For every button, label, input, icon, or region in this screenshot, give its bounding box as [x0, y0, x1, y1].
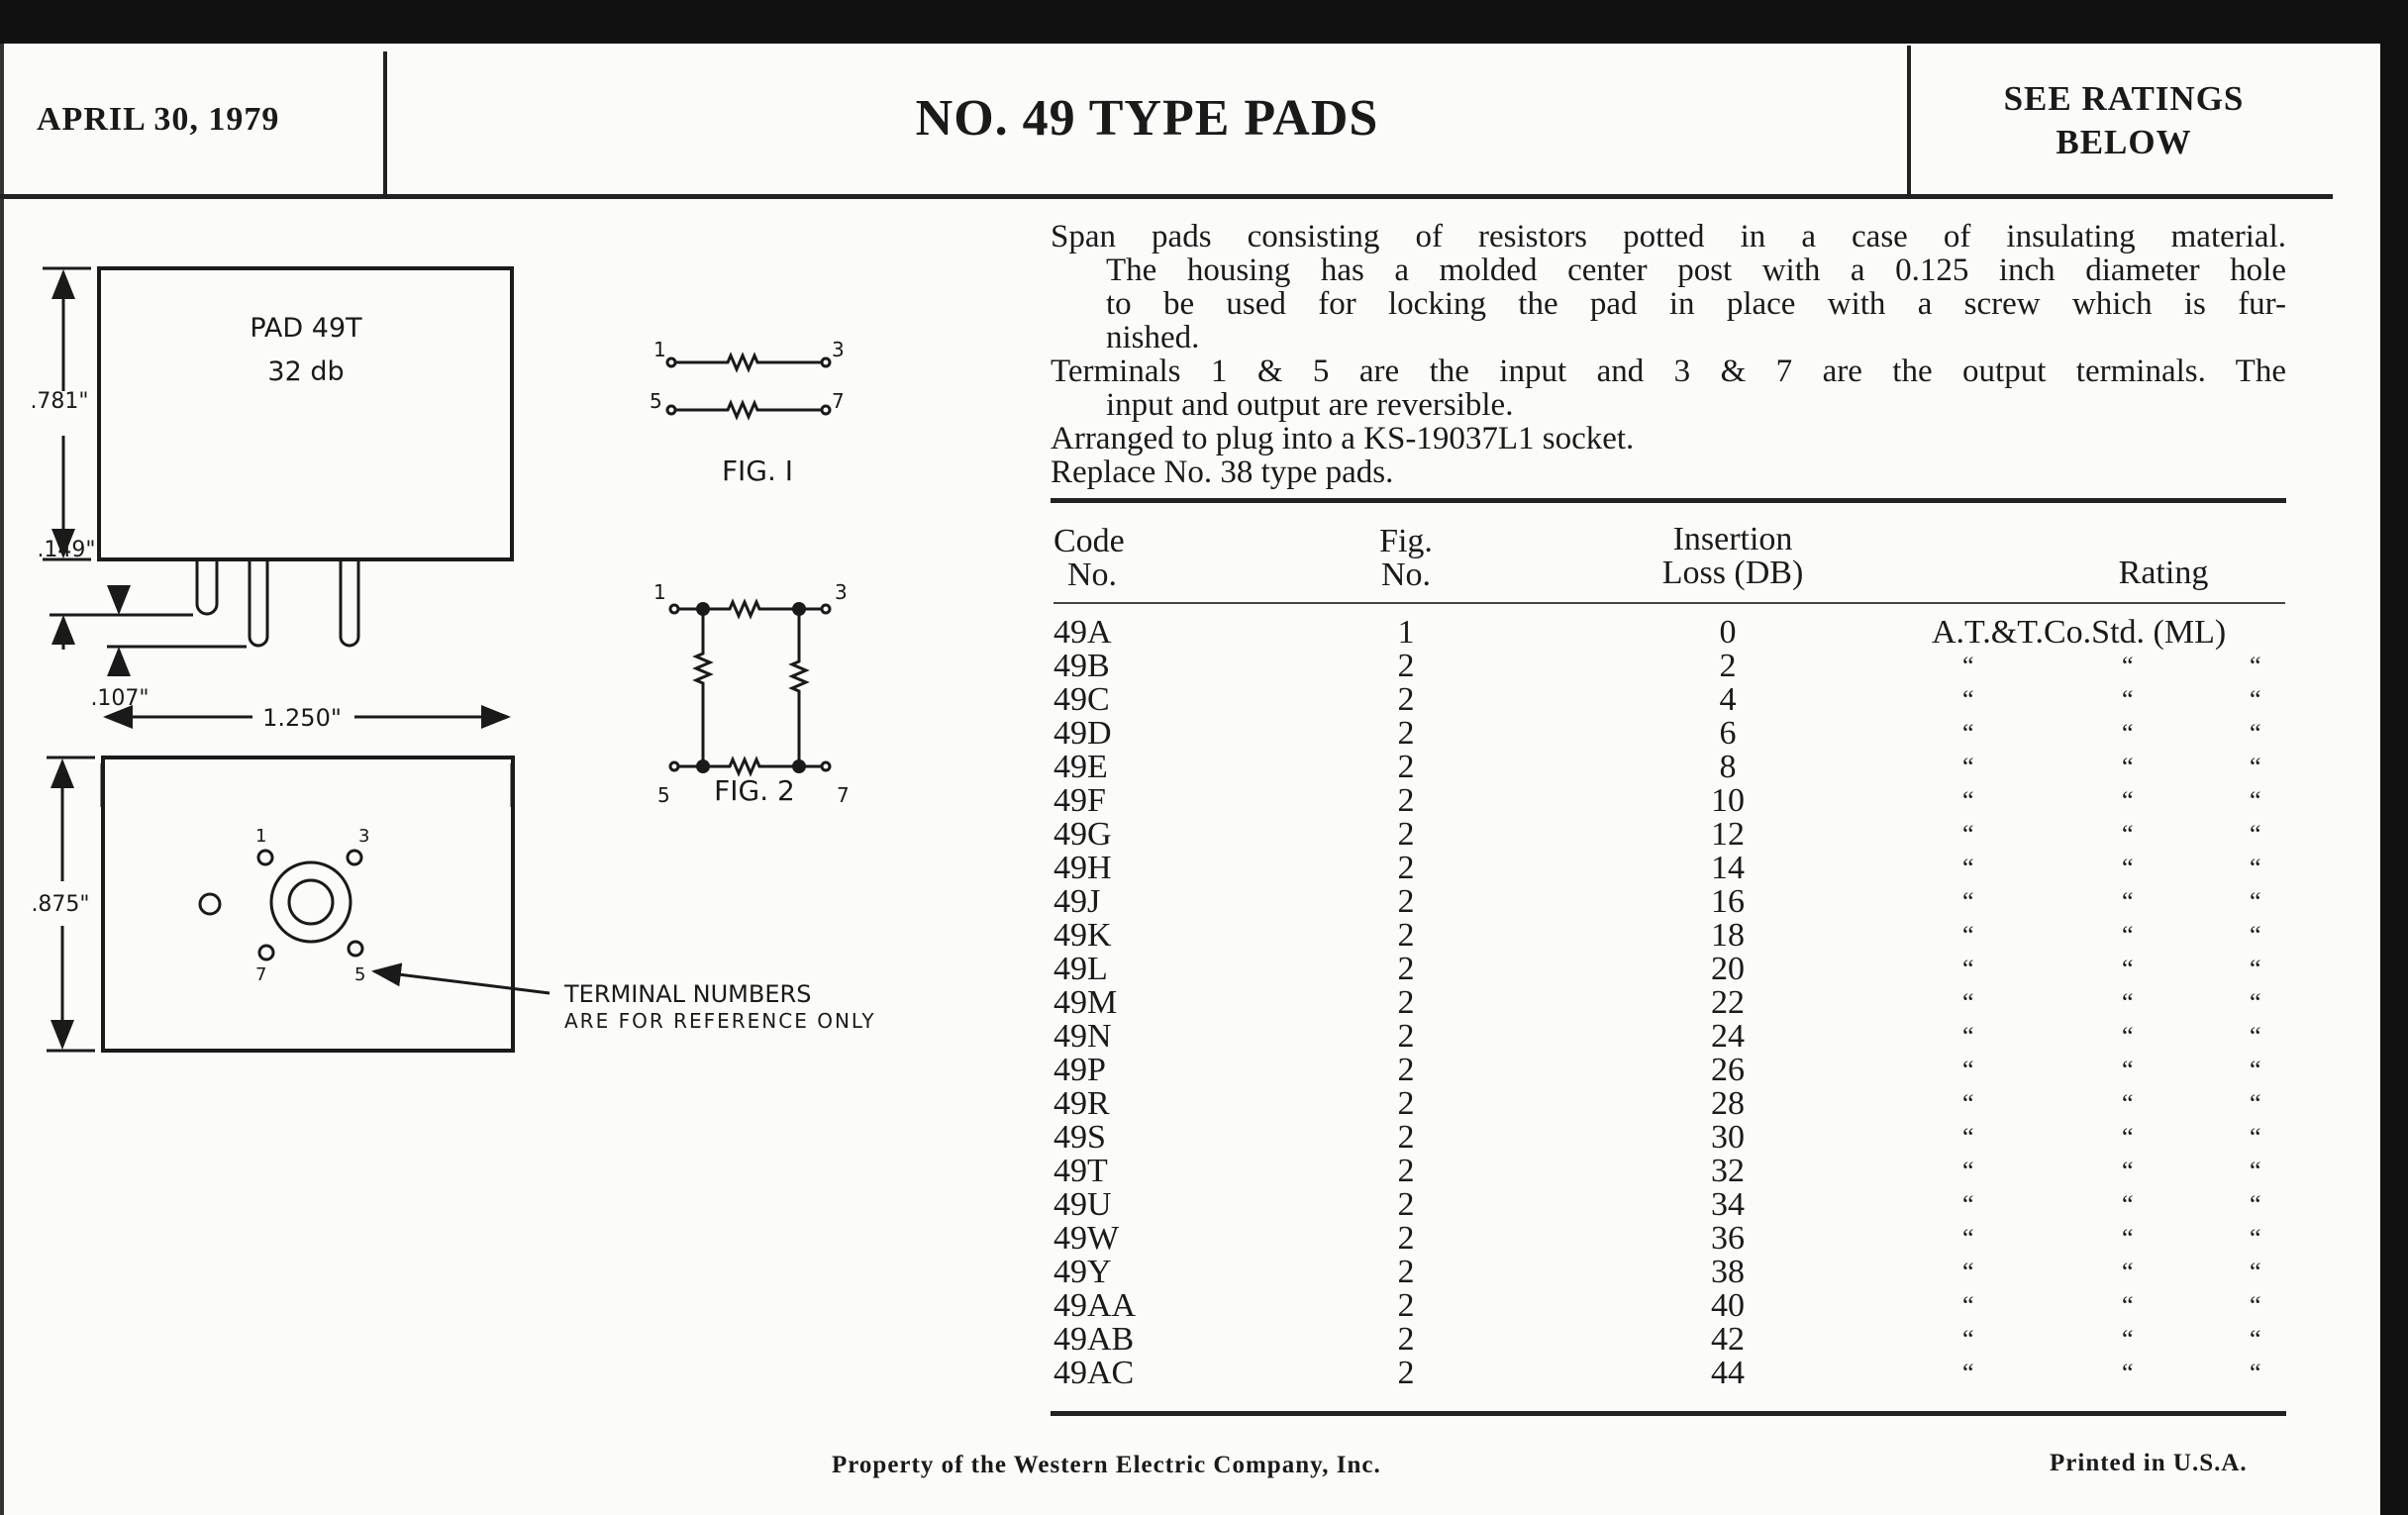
cell-code: 49G — [1054, 816, 1112, 853]
cell-rating-ditto: “ — [1962, 1123, 1974, 1152]
cell-rating-ditto: “ — [1962, 820, 1974, 849]
cell-code: 49E — [1054, 749, 1108, 785]
cell-rating-ditto: “ — [2250, 988, 2261, 1017]
cell-rating-ditto: “ — [2250, 1359, 2261, 1387]
cell-loss: 32 — [1711, 1153, 1745, 1189]
description-line: Replace No. 38 type pads. — [1051, 454, 1394, 490]
cell-loss: 20 — [1711, 951, 1745, 987]
cell-rating-ditto: “ — [1962, 685, 1974, 714]
cell-fig: 2 — [1397, 951, 1415, 987]
cell-rating-ditto: “ — [1962, 955, 1974, 983]
terminal-label: 5 — [354, 964, 366, 985]
cell-fig: 2 — [1397, 1254, 1415, 1290]
cell-rating-ditto: “ — [2122, 1190, 2134, 1219]
footer-property: Property of the Western Electric Company, Inc. — [832, 1452, 1381, 1478]
cell-code: 49J — [1054, 883, 1101, 920]
cell-rating-ditto: “ — [2122, 955, 2134, 983]
cell-code: 49A — [1054, 614, 1112, 651]
issue-date: APRIL 30, 1979 — [37, 101, 280, 138]
cell-fig: 1 — [1397, 614, 1415, 651]
column-header-loss — [1604, 523, 1861, 590]
cell-rating-ditto: “ — [2122, 786, 2134, 815]
cell-loss: 14 — [1711, 850, 1745, 886]
terminal-label: 1 — [255, 826, 267, 847]
cell-rating-ditto: “ — [2250, 652, 2261, 680]
svg-text:5: 5 — [650, 389, 662, 413]
fig2-schematic — [653, 580, 850, 807]
cell-rating-ditto: “ — [1962, 786, 1974, 815]
locating-hole — [200, 894, 220, 914]
cell-loss: 6 — [1719, 715, 1737, 752]
cell-fig: 2 — [1397, 1287, 1415, 1324]
cell-loss: 22 — [1711, 984, 1745, 1021]
cell-rating-ditto: “ — [1962, 1056, 1974, 1084]
header-text: Code — [1054, 523, 1125, 559]
cell-rating-ditto: “ — [2250, 1224, 2261, 1253]
cell-code: 49K — [1054, 917, 1112, 954]
cell-rating-ditto: “ — [2250, 955, 2261, 983]
cell-rating-ditto: “ — [1962, 1022, 1974, 1051]
cell-loss: 30 — [1711, 1119, 1745, 1156]
cell-loss: 28 — [1711, 1085, 1745, 1122]
cell-loss: 12 — [1711, 816, 1745, 853]
header-text: No. — [1380, 556, 1432, 593]
header-text: Fig. — [1379, 523, 1433, 559]
section-rule — [1051, 498, 2286, 503]
cell-fig: 2 — [1397, 917, 1415, 954]
cell-code: 49T — [1054, 1153, 1108, 1189]
cell-rating-ditto: “ — [2122, 753, 2134, 781]
cell-rating-ditto: “ — [2122, 1089, 2134, 1118]
cell-fig: 2 — [1397, 984, 1415, 1021]
ratings-note — [1913, 77, 2335, 164]
fig1-schematic — [650, 338, 845, 487]
cell-rating-ditto: “ — [2250, 854, 2261, 882]
cell-rating-ditto: “ — [2250, 685, 2261, 714]
cell-code: 49D — [1054, 715, 1112, 752]
cell-rating-ditto: “ — [2122, 1291, 2134, 1320]
svg-text:1: 1 — [653, 338, 666, 361]
pins — [197, 559, 358, 646]
column-header-fig — [1347, 525, 1465, 592]
cell-loss: 26 — [1711, 1052, 1745, 1088]
pad-drawing — [0, 0, 990, 1188]
svg-text:5: 5 — [657, 783, 670, 807]
cell-loss: 36 — [1711, 1220, 1745, 1257]
pad-top-view — [103, 758, 513, 1051]
ratings-note-line: SEE RATINGS — [2003, 79, 2245, 118]
cell-rating-ditto: “ — [2122, 1022, 2134, 1051]
cell-loss: 0 — [1719, 614, 1737, 651]
cell-rating-ditto: “ — [2250, 1056, 2261, 1084]
cell-rating-ditto: “ — [1962, 1291, 1974, 1320]
note-line: ARE FOR REFERENCE ONLY — [564, 1009, 876, 1033]
cell-fig: 2 — [1397, 715, 1415, 752]
cell-code: 49R — [1054, 1085, 1110, 1122]
header-rule — [1054, 602, 2285, 604]
cell-loss: 38 — [1711, 1254, 1745, 1290]
cell-code: 49H — [1054, 850, 1112, 886]
cell-code: 49N — [1054, 1018, 1112, 1055]
dim-width-label: 1.250" — [262, 704, 342, 732]
svg-text:7: 7 — [837, 783, 850, 807]
cell-rating-ditto: “ — [2250, 921, 2261, 950]
cell-rating-ditto: “ — [2250, 1291, 2261, 1320]
dim-depth-label: .875" — [31, 892, 90, 917]
cell-loss: 18 — [1711, 917, 1745, 954]
cell-fig: 2 — [1397, 1052, 1415, 1088]
cell-loss: 42 — [1711, 1321, 1745, 1358]
cell-code: 49U — [1054, 1186, 1112, 1223]
cell-loss: 2 — [1719, 648, 1737, 684]
fig1-label: FIG. I — [721, 454, 794, 487]
dim-pin1-label: .149" — [37, 538, 96, 562]
cell-rating-ditto: “ — [2122, 1123, 2134, 1152]
cell-loss: 16 — [1711, 883, 1745, 920]
cell-rating-ditto: “ — [1962, 988, 1974, 1017]
cell-rating-ditto: “ — [2122, 921, 2134, 950]
cell-fig: 2 — [1397, 749, 1415, 785]
page-title: NO. 49 TYPE PADS — [915, 90, 1379, 147]
cell-rating-ditto: “ — [1962, 1190, 1974, 1219]
cell-loss: 40 — [1711, 1287, 1745, 1324]
header-text: Loss (DB) — [1661, 555, 1804, 591]
cell-code: 49L — [1054, 951, 1108, 987]
description-line: Arranged to plug into a KS-19037L1 socket. — [1051, 421, 1635, 456]
cell-rating-ditto: “ — [1962, 854, 1974, 882]
cell-rating-ditto: “ — [2122, 1056, 2134, 1084]
cell-code: 49Y — [1054, 1254, 1112, 1290]
description-line: The housing has a molded center post with a 0.125 inch diameter hole — [1106, 252, 2286, 288]
description-line: Terminals 1 & 5 are the input and 3 & 7 are the output terminals. The — [1051, 354, 2286, 389]
cell-code: 49AB — [1054, 1321, 1135, 1358]
cell-code: 49F — [1054, 782, 1106, 819]
cell-fig: 2 — [1397, 648, 1415, 684]
cell-rating-ditto: “ — [1962, 1157, 1974, 1185]
cell-loss: 44 — [1711, 1355, 1745, 1391]
description-line: to be used for locking the pad in place with a screw which is fur- — [1106, 286, 2286, 322]
cell-rating-ditto: “ — [2250, 1258, 2261, 1286]
cell-code: 49AA — [1054, 1287, 1137, 1324]
cell-rating-ditto: “ — [2250, 1157, 2261, 1185]
cell-rating-ditto: “ — [2122, 1359, 2134, 1387]
cell-fig: 2 — [1397, 850, 1415, 886]
ratings-note-line: BELOW — [2056, 123, 2192, 161]
cell-fig: 2 — [1397, 1220, 1415, 1257]
cell-rating-ditto: “ — [2122, 1157, 2134, 1185]
description-line: Span pads consisting of resistors potted in a case of insulating material. — [1051, 219, 2286, 254]
cell-fig: 2 — [1397, 1186, 1415, 1223]
terminal-label: 3 — [358, 826, 370, 847]
cell-rating-ditto: “ — [1962, 1258, 1974, 1286]
fig2-label: FIG. 2 — [714, 774, 795, 807]
cell-rating-ditto: “ — [1962, 753, 1974, 781]
terminal-hole-5 — [349, 942, 362, 956]
svg-text:3: 3 — [832, 338, 845, 361]
cell-fig: 2 — [1397, 1355, 1415, 1391]
dimension-height — [30, 268, 91, 559]
cell-rating-ditto: “ — [2250, 887, 2261, 916]
cell-code: 49AC — [1054, 1355, 1135, 1391]
footer-printed: Printed in U.S.A. — [2050, 1450, 2248, 1476]
note-line: TERMINAL NUMBERS — [564, 980, 812, 1008]
note-leader-arrow — [374, 971, 550, 993]
svg-text:7: 7 — [832, 389, 845, 413]
svg-text:3: 3 — [835, 580, 848, 604]
dimension-pins — [37, 538, 247, 711]
header-divider — [1907, 46, 1911, 196]
cell-loss: 24 — [1711, 1018, 1745, 1055]
cell-rating-ditto: “ — [2122, 685, 2134, 714]
cell-fig: 2 — [1397, 782, 1415, 819]
terminal-label: 7 — [255, 964, 267, 985]
header-text: No. — [1067, 556, 1118, 593]
cell-rating-ditto: “ — [2250, 753, 2261, 781]
cell-rating-ditto: “ — [1962, 1224, 1974, 1253]
cell-rating-ditto: “ — [2250, 820, 2261, 849]
header-text: Insertion — [1672, 521, 1793, 557]
cell-rating-ditto: “ — [2122, 887, 2134, 916]
dimension-depth — [31, 758, 95, 1051]
cell-rating-ditto: “ — [1962, 921, 1974, 950]
cell-loss: 34 — [1711, 1186, 1745, 1223]
cell-fig: 2 — [1397, 1018, 1415, 1055]
column-header-code — [1054, 525, 1125, 592]
cell-rating-ditto: “ — [2250, 719, 2261, 748]
cell-rating-ditto: “ — [2122, 1258, 2134, 1286]
cell-code: 49C — [1054, 681, 1110, 718]
cell-code: 49M — [1054, 984, 1118, 1021]
cell-rating-ditto: “ — [2250, 1022, 2261, 1051]
cell-rating-ditto: “ — [2250, 1089, 2261, 1118]
scan-right-border — [2380, 0, 2408, 1515]
cell-rating-ditto: “ — [2122, 854, 2134, 882]
cell-rating: A.T.&T.Co.Std. (ML) — [1932, 614, 2227, 651]
terminal-hole-3 — [348, 851, 361, 864]
cell-fig: 2 — [1397, 883, 1415, 920]
cell-rating-ditto: “ — [2122, 652, 2134, 680]
cell-loss: 4 — [1719, 681, 1737, 718]
cell-fig: 2 — [1397, 1119, 1415, 1156]
column-header-rating: Rating — [2118, 555, 2209, 591]
pad-rating: 32 db — [267, 356, 345, 387]
cell-code: 49W — [1054, 1220, 1120, 1257]
cell-rating-ditto: “ — [1962, 887, 1974, 916]
dim-pin2-label: .107" — [90, 686, 150, 711]
cell-rating-ditto: “ — [1962, 1089, 1974, 1118]
cell-code: 49B — [1054, 648, 1110, 684]
cell-fig: 2 — [1397, 1153, 1415, 1189]
center-post-hole — [289, 880, 333, 924]
cell-rating-ditto: “ — [2122, 1224, 2134, 1253]
cell-rating-ditto: “ — [2250, 1123, 2261, 1152]
center-post-outer — [271, 862, 351, 942]
cell-rating-ditto: “ — [2250, 1190, 2261, 1219]
dim-height-label: .781" — [30, 389, 89, 414]
cell-rating-ditto: “ — [1962, 1359, 1974, 1387]
cell-rating-ditto: “ — [2122, 1325, 2134, 1354]
cell-rating-ditto: “ — [1962, 1325, 1974, 1354]
cell-loss: 8 — [1719, 749, 1737, 785]
cell-rating-ditto: “ — [2122, 820, 2134, 849]
cell-fig: 2 — [1397, 1321, 1415, 1358]
description — [1051, 220, 2286, 489]
cell-rating-ditto: “ — [1962, 719, 1974, 748]
cell-rating-ditto: “ — [2250, 786, 2261, 815]
pad-label: PAD 49T — [250, 313, 362, 344]
cell-code: 49S — [1054, 1119, 1106, 1156]
cell-code: 49P — [1054, 1052, 1106, 1088]
cell-rating-ditto: “ — [2250, 1325, 2261, 1354]
svg-text:1: 1 — [653, 580, 666, 604]
cell-rating-ditto: “ — [2122, 988, 2134, 1017]
cell-fig: 2 — [1397, 1085, 1415, 1122]
cell-rating-ditto: “ — [2122, 719, 2134, 748]
cell-fig: 2 — [1397, 681, 1415, 718]
description-line: nished. — [1106, 320, 1200, 355]
terminal-hole-7 — [259, 946, 273, 960]
table-bottom-rule — [1051, 1411, 2286, 1416]
description-line: input and output are reversible. — [1106, 387, 1514, 423]
terminal-hole-1 — [258, 851, 272, 864]
cell-fig: 2 — [1397, 816, 1415, 853]
cell-rating-ditto: “ — [1962, 652, 1974, 680]
cell-loss: 10 — [1711, 782, 1745, 819]
